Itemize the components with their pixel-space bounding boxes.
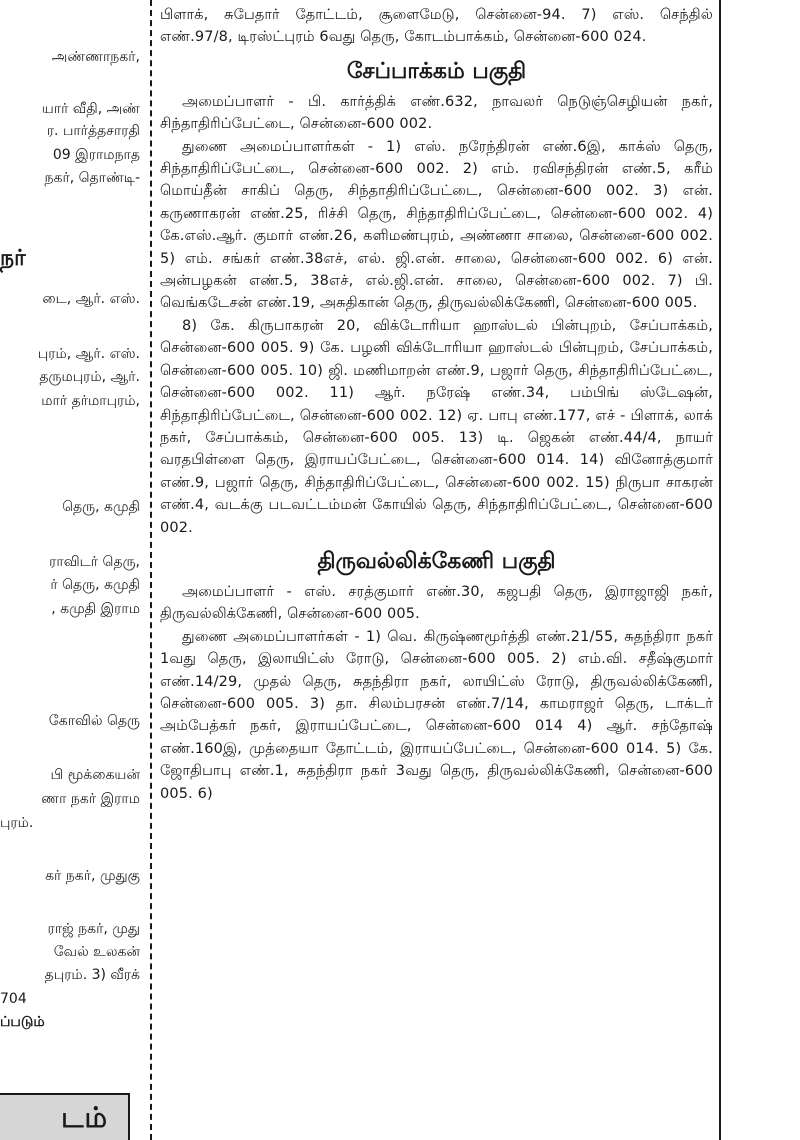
left-fragment: அண்ணாநகர்,	[51, 49, 140, 65]
left-fragment: ர. பார்த்தசாரதி	[46, 123, 140, 139]
left-fragment: நர்	[0, 246, 26, 271]
triplicane-deputies: துணை அமைப்பாளர்கள் - 1) வெ. கிருஷ்ணமூர்த்தி எண்.21/55, சுதந்திரா நகர் 1வது தெரு, இலாயிட்ஸ் ரோடு, சென்னை-600 005. 2) எம்.வி. சதீஷ்குமார் எண்.14/29, முதல் தெரு, சுதந்திரா நகர், லாயிட்ஸ் ரோடு, திருவல்லிக்கேணி, சென்னை-600 005. 3) தா. சிலம்பரசன் எண்.7/14, காமராஜர் தெரு, டாக்டர் அம்பேத்கர் நகர், இராயப்பேட்டை, சென்னை-600 014 4) ஆர். சந்தோஷ் எண்.160இ, முத்தையா தோட்டம், இராயப்பேட்டை, சென்னை-600 014. 5) கே. ஜோதிபாபு எண்.1, சுதந்திரா நகர் 3வது தெரு, திருவல்லிக்கேணி, சென்னை-600 005. 6)	[160, 628, 713, 802]
left-fragment: வேல் உலகன்	[53, 944, 140, 960]
left-fragment: ணா நகர் இராம	[41, 791, 140, 807]
left-fragment: கோவில் தெரு	[48, 713, 140, 729]
left-fragment: டை, ஆர். எஸ்.	[42, 291, 140, 307]
left-fragment: பி மூக்கையன்	[50, 767, 140, 783]
left-fragment: மார் தர்மாபுரம்,	[41, 393, 140, 409]
chepauk-organizer: அமைப்பாளர் - பி. கார்த்திக் எண்.632, நாவலர் நெடுஞ்செழியன் நகர், சிந்தாதிரிப்பேட்டை, சென்னை-600 002.	[160, 93, 713, 133]
left-fragment: 704	[0, 991, 27, 1007]
left-column-box	[0, 1093, 130, 1140]
left-fragment: ராஜ் நகர், முது	[47, 921, 140, 937]
left-fragment: புரம், ஆர். எஸ்.	[37, 346, 140, 362]
left-box-text: டம்	[61, 1101, 108, 1134]
left-fragment: தருமபுரம், ஆர்.	[39, 369, 140, 385]
left-fragment: யார் வீதி, அண்	[41, 101, 140, 117]
left-fragment: கர் நகர், முதுகு	[45, 868, 140, 884]
section-heading-triplicane: திருவல்லிக்கேணி பகுதி	[317, 548, 556, 574]
column-divider	[150, 0, 152, 1140]
triplicane-organizer: அமைப்பாளர் - எஸ். சரத்குமார் எண்.30, கஜபதி தெரு, இராஜாஜி நகர், திருவல்லிக்கேணி, சென்னை-600 005.	[160, 583, 713, 623]
left-fragment: நகர், தொண்டி-	[44, 170, 140, 186]
left-fragment: ர் தெரு, கமுதி	[50, 577, 140, 593]
left-fragment: ராவிடர் தெரு,	[49, 554, 140, 570]
right-rule	[719, 0, 721, 1140]
left-fragment: தபுரம். 3) வீரக்	[44, 967, 140, 983]
left-fragment: தெரு, கமுதி	[62, 499, 140, 515]
left-fragment: புரம்.	[0, 815, 34, 831]
section-heading-chepauk: சேப்பாக்கம் பகுதி	[346, 58, 527, 84]
main-column	[160, 0, 713, 1140]
chepauk-deputies: துணை அமைப்பாளர்கள் - 1) எஸ். நரேந்திரன் எண்.6இ, காக்ஸ் தெரு, சிந்தாதிரிப்பேட்டை, சென்னை-600 002. 2) எம். ரவிசந்திரன் எண்.5, கரீம் மொய்தீன் சாகிப் தெரு, சிந்தாதிரிப்பேட்டை, சென்னை-600 002. 3) என். கருணாகரன் எண்.25, ரிச்சி தெரு, சிந்தாதிரிப்பேட்டை, சென்னை-600 002. 4) கே.எஸ்.ஆர். குமார் எண்.26, களிமண்புரம், அண்ணா சாலை, சென்னை-600 002. 5) எம். சங்கர் எண்.38எச், எல். ஜி.என். சாலை, சென்னை-600 002. 6) என். அன்பழகன் எண்.5, 38எச், எல்.ஜி.என். சாலை, சென்னை-600 002. 7) பி. வெங்கடேசன் எண்.19, அசுதிகான் தெரு, திருவல்லிக்கேணி, சென்னை-600 005.	[160, 138, 713, 312]
intro-paragraph: பிளாக், சுபேதார் தோட்டம், சூளைமேடு, சென்னை-94. 7) எஸ். செந்தில் எண்.97/8, டிரஸ்ட்புரம் 6வது தெரு, கோடம்பாக்கம், சென்னை-600 024.	[160, 7, 713, 46]
left-column-fragments	[0, 0, 148, 1140]
left-fragment: ப்படும்	[0, 1014, 45, 1030]
left-fragment: , கமுதி இராம	[51, 601, 140, 617]
chepauk-deputies-cont: 8) கே. கிருபாகரன் 20, விக்டோரியா ஹாஸ்டல் பின்புறம், சேப்பாக்கம், சென்னை-600 005. 9) கே. பழனி விக்டோரியா ஹாஸ்டல் பின்புறம், சேப்பாக்கம், சென்னை-600 005. 10) ஜி. மணிமாறன் எண்.9, பஜார் தெரு, சிந்தாதிரிப்பேட்டை, சென்னை-600 002. 11) ஆர். நரேஷ் எண்.34, பம்பிங் ஸ்டேஷன், சிந்தாதிரிப்பேட்டை, சென்னை-600 002. 12) ஏ. பாபு எண்.177, எச் - பிளாக், லாக் நகர், சேப்பாக்கம், சென்னை-600 005. 13) டி. ஜெகன் எண்.44/4, நாயர் வரதபிள்ளை தெரு, இராயப்பேட்டை, சென்னை-600 014. 14) வினோத்குமார் எண்.9, பஜார் தெரு, சிந்தாதிரிப்பேட்டை, சென்னை-600 002. 15) நிருபா சாகரன் எண்.4, வடக்கு படவட்டம்மன் கோயில் தெரு, சிந்தாதிரிப்பேட்டை, சென்னை-600 002.	[160, 317, 713, 536]
left-fragment: 09 இராமநாத	[52, 147, 140, 163]
